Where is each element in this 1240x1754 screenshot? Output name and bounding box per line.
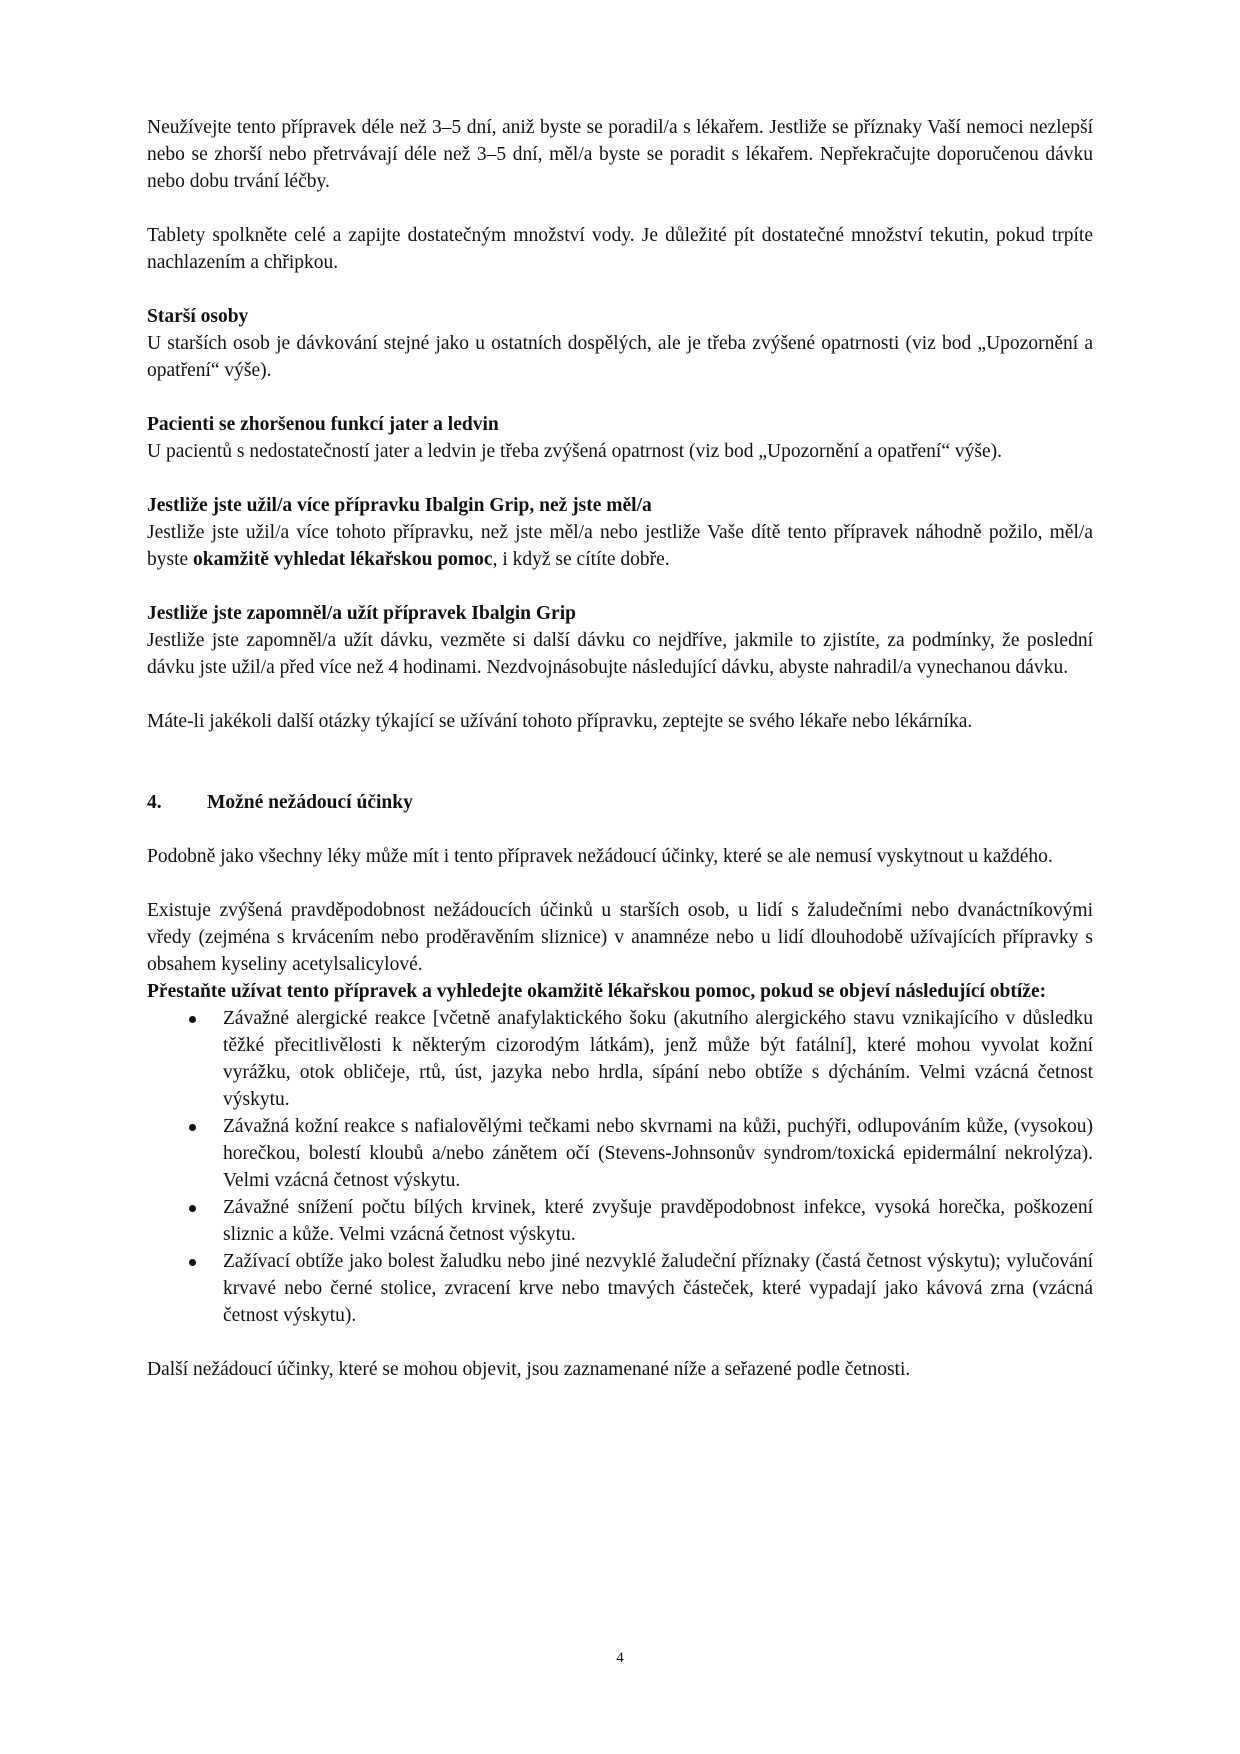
text-liver: U pacientů s nedostatečností jater a ledvin je třeba zvýšená opatrnost (viz bod „Upozornění a opatření“ výše). [147, 441, 1002, 462]
bullet-icon [189, 1124, 196, 1131]
text-missed: Jestliže jste zapomněl/a užít dávku, vezměte si další dávku co nejdříve, jakmile to zjistíte, za podmínky, že poslední dávku jste užil/a před více než 4 hodinami. Nezdvojnásobujte následující dávku, abyste nahradil/a vynechanou dávku. [147, 630, 1093, 678]
text-overdose [147, 519, 1093, 573]
paragraph-side-effects-intro: Podobně jako všechny léky může mít i tento přípravek nežádoucí účinky, které se ale nemusí vyskytnout u každého. [147, 846, 1053, 867]
section-4-title [147, 789, 1093, 816]
list-item-text: Závažné snížení počtu bílých krvinek, které zvyšuje pravděpodobnost infekce, vysoká horečka, poškození sliznic a kůže. Velmi vzácná četnost výskytu. [223, 1197, 1093, 1245]
list-item [147, 1248, 1093, 1329]
bullet-icon [189, 1205, 196, 1212]
text-overdose-bold: okamžitě vyhledat lékařskou pomoc [193, 549, 493, 570]
section-4-number: 4. [147, 792, 162, 813]
text-overdose-part1: Jestliže jste užil/a více tohoto přípravku, než jste měl/a nebo jestliže Vaše dítě tento přípravek náhodně požilo, měl/a byste [147, 522, 1093, 570]
heading-stop-use: Přestaňte užívat tento přípravek a vyhledejte okamžitě lékařskou pomoc, pokud se objeví následující obtíže: [147, 981, 1047, 1002]
paragraph-tablets: Tablety spolkněte celé a zapijte dostatečným množství vody. Je důležité pít dostatečné množství tekutin, pokud trpíte nachlazením a chřipkou. [147, 225, 1093, 273]
list-item-text: Závažné alergické reakce [včetně anafylaktického šoku (akutního alergického stavu vznikajícího v důsledku těžké přecitlivělosti k některým cizorodým látkám), jenž může být fatální], které mohou vyvolat kožní vyrážku, otok obličeje, rtů, úst, jazyka nebo hrdla, sípání nebo obtíže s dýcháním. Velmi vzácná četnost výskytu. [223, 1008, 1093, 1110]
bullet-icon [189, 1016, 196, 1023]
bullet-list-serious-effects [147, 1005, 1093, 1329]
heading-missed: Jestliže jste zapomněl/a užít přípravek Ibalgin Grip [147, 603, 576, 624]
section-overdose [147, 492, 1093, 573]
list-item [147, 1194, 1093, 1248]
list-item-text: Zažívací obtíže jako bolest žaludku nebo jiné nezvyklé žaludeční příznaky (častá četnost výskytu); vylučování krvavé nebo černé stolice, zvracení krve nebo tmavých částeček, které vypadají jako kávová zrna (vzácná četnost výskytu). [223, 1251, 1093, 1326]
heading-overdose: Jestliže jste užil/a více přípravku Ibalgin Grip, než jste měl/a [147, 495, 652, 516]
paragraph-risk: Existuje zvýšená pravděpodobnost nežádoucích účinků u starších osob, u lidí s žaludečními nebo dvanáctníkovými vředy (zejména s krvácením nebo proděravěním sliznice) v anamnéze nebo u lidí dlouhodobě užívajících přípravky s obsahem kyseliny acetylsalicylové. [147, 900, 1093, 975]
bullet-icon [189, 1259, 196, 1266]
heading-liver: Pacienti se zhoršenou funkcí jater a ledvin [147, 414, 499, 435]
section-elderly [147, 303, 1093, 384]
text-elderly: U starších osob je dávkování stejné jako u ostatních dospělých, ale je třeba zvýšené opatrnosti (viz bod „Upozornění a opatření“ výše). [147, 333, 1093, 381]
list-item [147, 1113, 1093, 1194]
paragraph-questions: Máte-li jakékoli další otázky týkající se užívání tohoto přípravku, zeptejte se svého lékaře nebo lékárníka. [147, 711, 973, 732]
paragraph-other-effects: Další nežádoucí účinky, které se mohou objevit, jsou zaznamenané níže a seřazené podle četnosti. [147, 1359, 911, 1380]
paragraph-duration: Neužívejte tento přípravek déle než 3–5 dní, aniž byste se poradil/a s lékařem. Jestliže se příznaky Vaší nemoci nezlepší nebo se zhorší nebo přetrvávají déle než 3–5 dní, měl/a byste se poradit s lékařem. Nepřekračujte doporučenou dávku nebo dobu trvání léčby. [147, 117, 1093, 192]
text-overdose-part2: , i když se cítíte dobře. [492, 549, 670, 570]
section-4-heading: Možné nežádoucí účinky [207, 792, 413, 813]
list-item [147, 1005, 1093, 1113]
heading-elderly: Starší osoby [147, 306, 249, 327]
document-page [147, 114, 1093, 1383]
page-number: 4 [616, 1650, 624, 1666]
section-missed [147, 600, 1093, 681]
list-item-text: Závažná kožní reakce s nafialovělými tečkami nebo skvrnami na kůži, puchýři, odlupováním kůže, (vysokou) horečkou, bolestí kloubů a/nebo zánětem očí (Stevens-Johnsonův syndrom/toxická epidermální nekrolýza). Velmi vzácná četnost výskytu. [223, 1116, 1093, 1191]
section-liver [147, 411, 1093, 465]
